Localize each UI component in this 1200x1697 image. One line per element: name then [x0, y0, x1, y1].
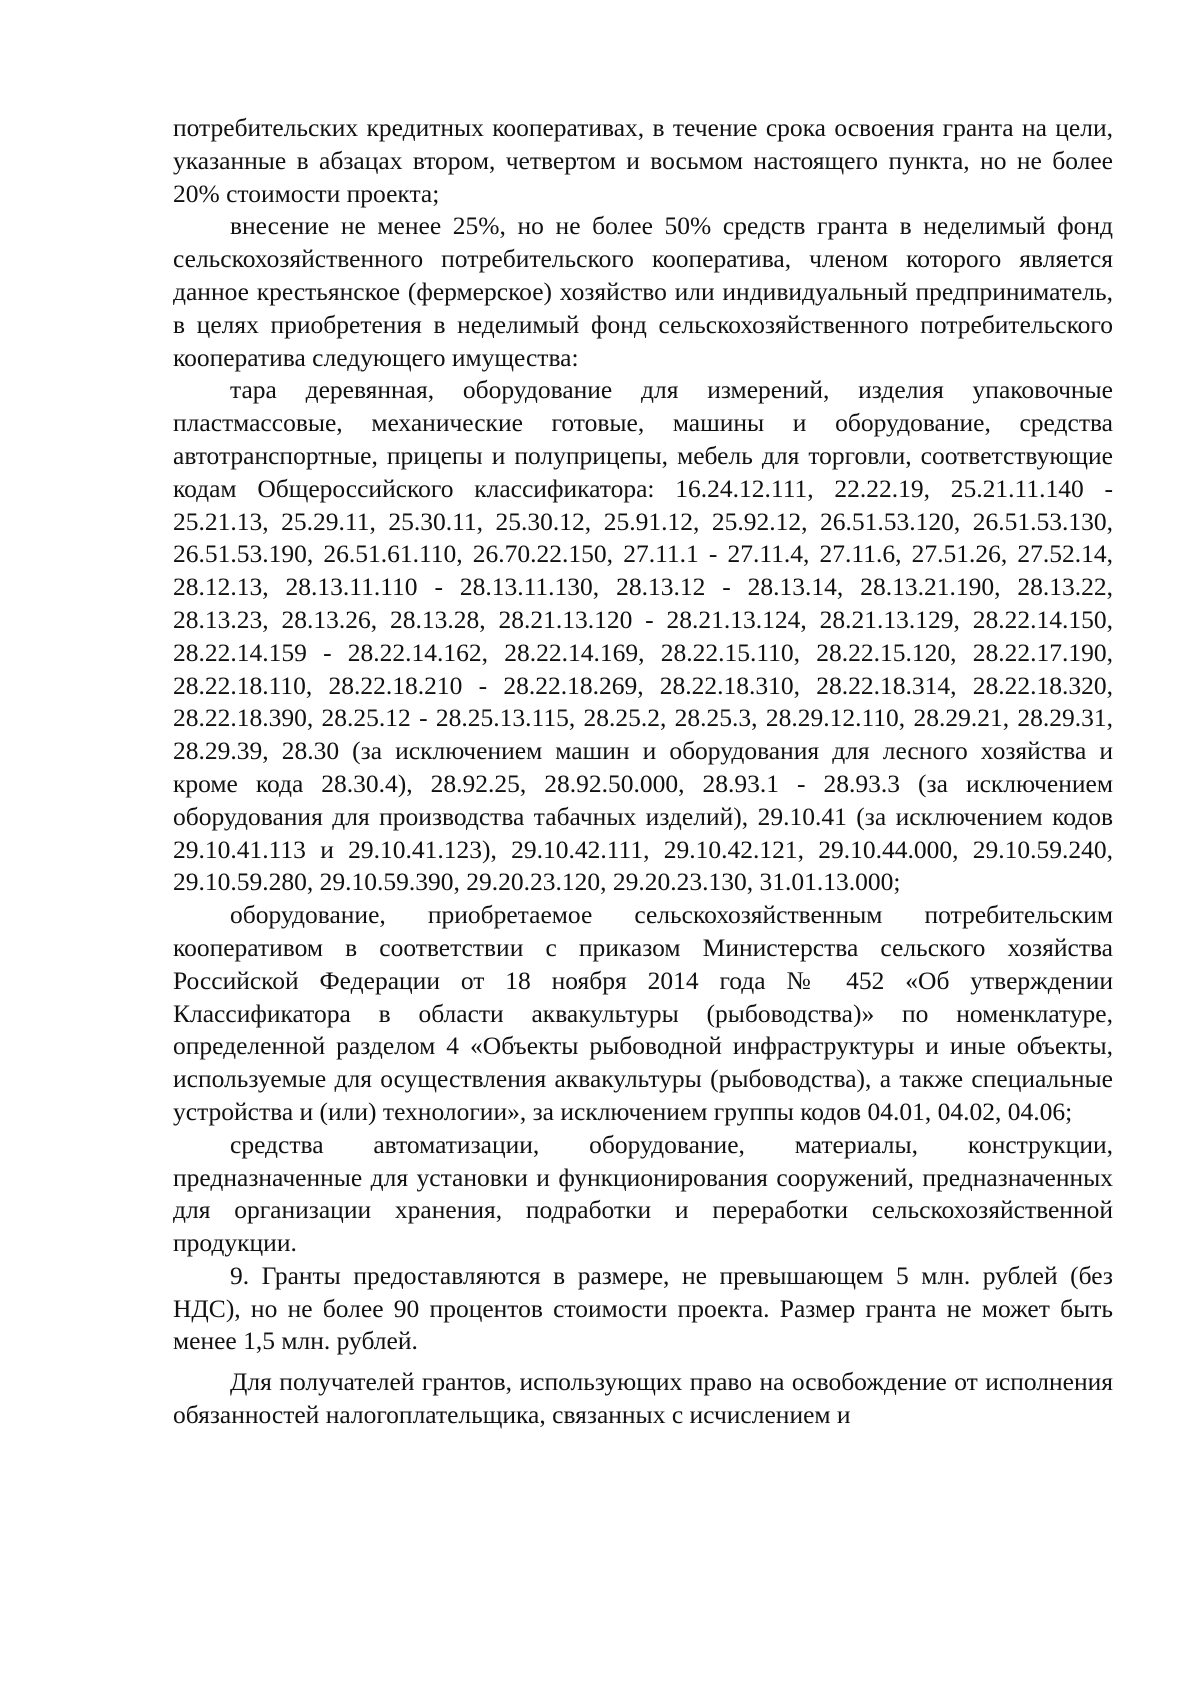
paragraph-aquaculture-equipment: оборудование, приобретаемое сельскохозяйственным потребительским кооперативом в соответствии с приказом Министерства сельского хозяйства Российской Федерации от 18 ноября 2014 года № 452 «Об утверждении Классификатора в области аквакультуры (рыбоводства)» по номенклатуре, определенной разделом 4 «Объекты рыбоводной инфраструктуры и иные объекты, используемые для осуществления аквакультуры (рыбоводства), а также специальные устройства и (или) технологии», за исключением группы кодов 04.01, 04.02, 04.06; — [173, 900, 1113, 1126]
paragraph-automation-means: средства автоматизации, оборудование, материалы, конструкции, предназначенные для установки и функционирования сооружений, предназначенных для организации хранения, подработки и переработки сельскохозяйственной продукции. — [173, 1129, 1113, 1258]
paragraph-classifier-codes: тара деревянная, оборудование для измерений, изделия упаковочные пластмассовые, механические готовые, машины и оборудование, средства автотранспортные, прицепы и полуприцепы, мебель для торговли, соответствующие кодам Общероссийского классификатора: 16.24.12.111, 22.22.19, 25.21.11.140 - 25.21.13, 25.29.11, 25.30.11, 25.30.12, 25.91.12, 25.92.12, 26.51.53.120, 26.51.53.130, 26.51.53.190, 26.51.61.110, 26.70.22.150, 27.11.1 - 27.11.4, 27.11.6, 27.51.26, 27.52.14, 28.12.13, 28.13.11.110 - 28.13.11.130, 28.13.12 - 28.13.14, 28.13.21.190, 28.13.22, 28.13.23, 28.13.26, 28.13.28, 28.21.13.120 - 28.21.13.124, 28.21.13.129, 28.22.14.150, 28.22.14.159 - 28.22.14.162, 28.22.14.169, 28.22.15.110, 28.22.15.120, 28.22.17.190, 28.22.18.110, 28.22.18.210 - 28.22.18.269, 28.22.18.310, 28.22.18.314, 28.22.18.320, 28.22.18.390, 28.25.12 - 28.25.13.115, 28.25.2, 28.25.3, 28.29.12.110, 28.29.21, 28.29.31, 28.29.39, 28.30 (за исключением машин и оборудования для лесного хозяйства и кроме кода 28.30.4), 28.92.25, 28.92.50.000, 28.93.1 - 28.93.3 (за исключением оборудования для производства табачных изделий), 29.10.41 (за исключением кодов 29.10.41.113 и 29.10.41.123), 29.10.42.111, 29.10.42.121, 29.10.44.000, 29.10.59.240, 29.10.59.280, 29.10.59.390, 29.20.23.120, 29.20.23.130, 31.01.13.000; — [173, 375, 1113, 897]
paragraph-grant-size: 9. Гранты предоставляются в размере, не превышающем 5 млн. рублей (без НДС), но не более 90 процентов стоимости проекта. Размер гранта не может быть менее 1,5 млн. рублей. — [173, 1260, 1113, 1356]
paragraph-continuation: потребительских кредитных кооперативах, в течение срока освоения гранта на цели, указанные в абзацах втором, четвертом и восьмом настоящего пункта, но не более 20% стоимости проекта; — [173, 113, 1113, 208]
document-page — [173, 112, 1113, 1432]
paragraph-grant-recipients: Для получателей грантов, использующих право на освобождение от исполнения обязанностей налогоплательщика, связанных с исчислением и — [173, 1367, 1113, 1430]
paragraph-indivisible-fund: внесение не менее 25%, но не более 50% средств гранта в неделимый фонд сельскохозяйственного потребительского кооператива, членом которого является данное крестьянское (фермерское) хозяйство или индивидуальный предприниматель, в целях приобретения в неделимый фонд сельскохозяйственного потребительского кооператива следующего имущества: — [173, 211, 1113, 372]
